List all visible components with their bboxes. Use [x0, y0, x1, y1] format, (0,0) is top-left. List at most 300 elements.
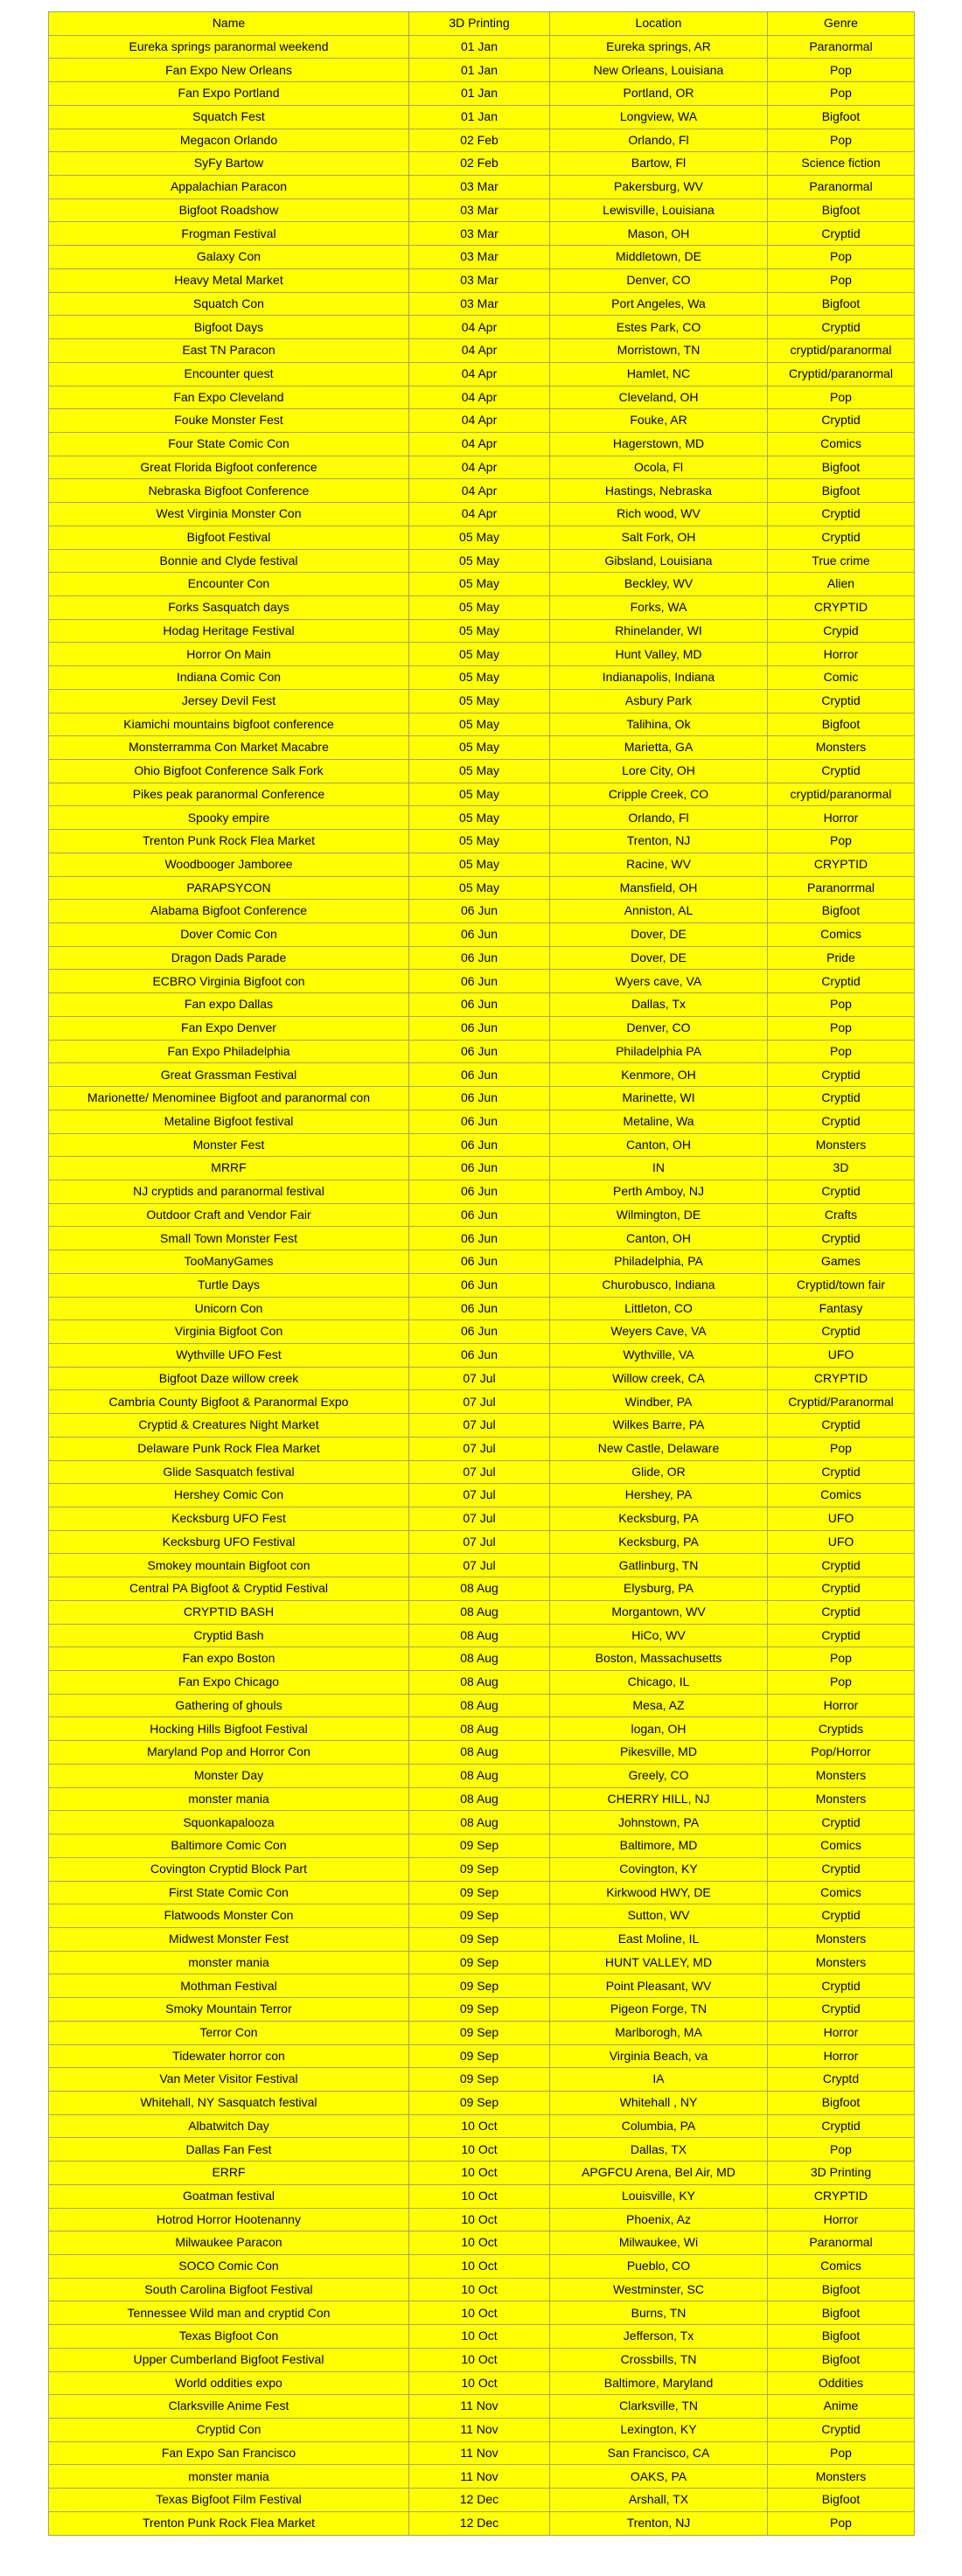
cell-name: Milwaukee Paracon [49, 2231, 409, 2255]
cell-genre: Cryptid [768, 1087, 915, 1110]
cell-location: Denver, CO [550, 268, 768, 292]
cell-genre: Cryptid [768, 1600, 915, 1624]
cell-location: Pakersburg, WV [550, 176, 768, 199]
cell-name: Fan Expo Philadelphia [49, 1040, 409, 1063]
cell-date: 08 Aug [409, 1811, 550, 1835]
table-row [49, 1227, 915, 1250]
column-header-3d-printing: 3D Printing [409, 12, 550, 36]
cell-name: Texas Bigfoot Con [49, 2325, 409, 2349]
cell-location: Dallas, TX [550, 2138, 768, 2162]
cell-date: 09 Sep [409, 1998, 550, 2022]
table-row [49, 993, 915, 1017]
cell-genre: Cryptid [768, 1110, 915, 1133]
cell-location: Forks, WA [550, 595, 768, 619]
cell-date: 07 Jul [409, 1554, 550, 1577]
table-row [49, 1484, 915, 1507]
cell-date: 04 Apr [409, 362, 550, 386]
cell-name: Tennessee Wild man and cryptid Con [49, 2301, 409, 2325]
cell-genre: Pop [768, 2511, 915, 2535]
cell-name: Texas Bigfoot Film Festival [49, 2489, 409, 2512]
table-row [49, 1180, 915, 1203]
header-row [49, 12, 915, 36]
cell-genre: Pop [768, 1016, 915, 1040]
table-row [49, 2278, 915, 2301]
cell-location: Rhinelander, WI [550, 619, 768, 643]
table-row [49, 1787, 915, 1811]
cell-location: Kirkwood HWY, DE [550, 1881, 768, 1904]
cell-genre: Comics [768, 1484, 915, 1507]
cell-date: 10 Oct [409, 2162, 550, 2185]
column-header-genre: Genre [768, 12, 915, 36]
table-row [49, 689, 915, 713]
cell-genre: Monsters [768, 1951, 915, 1974]
cell-location: Columbia, PA [550, 2114, 768, 2138]
cell-date: 02 Feb [409, 152, 550, 176]
cell-date: 01 Jan [409, 35, 550, 59]
cell-genre: Cryptd [768, 2068, 915, 2092]
table-row [49, 1577, 915, 1601]
cell-genre: Horror [768, 1694, 915, 1717]
cell-date: 05 May [409, 526, 550, 549]
cell-location: Westminster, SC [550, 2278, 768, 2301]
cell-genre: Cryptid [768, 1414, 915, 1438]
cell-date: 03 Mar [409, 222, 550, 246]
cell-genre: cryptid/paranormal [768, 783, 915, 806]
cell-date: 01 Jan [409, 59, 550, 82]
cell-location: East Moline, IL [550, 1927, 768, 1951]
table-row [49, 1600, 915, 1624]
cell-location: Gatlinburg, TN [550, 1554, 768, 1577]
cell-date: 05 May [409, 689, 550, 713]
cell-genre: Bigfoot [768, 198, 915, 222]
cell-date: 08 Aug [409, 1694, 550, 1717]
cell-name: Hershey Comic Con [49, 1484, 409, 1507]
cell-date: 03 Mar [409, 176, 550, 199]
cell-genre: Pop [768, 268, 915, 292]
table-row [49, 1647, 915, 1671]
cell-name: Hotrod Horror Hootenanny [49, 2208, 409, 2231]
cell-genre: Comic [768, 666, 915, 690]
cell-name: Great Grassman Festival [49, 1063, 409, 1087]
cell-location: Baltimore, MD [550, 1835, 768, 1858]
cell-genre: Alien [768, 573, 915, 596]
cell-date: 07 Jul [409, 1367, 550, 1390]
cell-date: 05 May [409, 736, 550, 760]
cell-location: Middletown, DE [550, 246, 768, 269]
cell-location: Boston, Massachusetts [550, 1647, 768, 1671]
cell-genre: Cryptid [768, 1460, 915, 1484]
table-row [49, 222, 915, 246]
cell-genre: Cryptid [768, 2114, 915, 2138]
table-row [49, 1157, 915, 1180]
cell-date: 06 Jun [409, 1016, 550, 1040]
cell-name: Encounter quest [49, 362, 409, 386]
cell-genre: Monsters [768, 736, 915, 760]
cell-location: Greely, CO [550, 1764, 768, 1787]
cell-location: Kecksburg, PA [550, 1507, 768, 1531]
cell-name: Megacon Orlando [49, 129, 409, 152]
cell-name: Midwest Monster Fest [49, 1927, 409, 1951]
cell-location: Wythville, VA [550, 1343, 768, 1367]
cell-genre: Pop [768, 830, 915, 853]
table-row [49, 35, 915, 59]
cell-date: 11 Nov [409, 2419, 550, 2442]
table-row [49, 2231, 915, 2255]
table-row [49, 2301, 915, 2325]
cell-date: 08 Aug [409, 1624, 550, 1647]
cell-genre: Cryptid [768, 1624, 915, 1647]
table-row [49, 1974, 915, 1998]
table-row [49, 1063, 915, 1087]
cell-location: Racine, WV [550, 853, 768, 876]
cell-genre: Cryptid [768, 1320, 915, 1344]
table-row [49, 1811, 915, 1835]
cell-date: 05 May [409, 876, 550, 900]
cell-date: 07 Jul [409, 1437, 550, 1460]
cell-name: Virginia Bigfoot Con [49, 1320, 409, 1344]
cell-date: 06 Jun [409, 946, 550, 970]
table-row [49, 2138, 915, 2162]
cell-date: 07 Jul [409, 1484, 550, 1507]
cell-location: logan, OH [550, 1717, 768, 1741]
cell-name: Bonnie and Clyde festival [49, 549, 409, 573]
table-row [49, 176, 915, 199]
cell-date: 10 Oct [409, 2114, 550, 2138]
table-row [49, 2465, 915, 2489]
cell-location: Dallas, Tx [550, 993, 768, 1017]
cell-date: 12 Dec [409, 2489, 550, 2512]
cell-location: Bartow, Fl [550, 152, 768, 176]
cell-genre: Bigfoot [768, 292, 915, 316]
cell-genre: Cryptid [768, 689, 915, 713]
cell-name: Kecksburg UFO Fest [49, 1507, 409, 1531]
cell-name: Whitehall, NY Sasquatch festival [49, 2091, 409, 2114]
cell-genre: Pop [768, 246, 915, 269]
cell-date: 10 Oct [409, 2208, 550, 2231]
cell-name: Dover Comic Con [49, 923, 409, 947]
cell-name: Van Meter Visitor Festival [49, 2068, 409, 2092]
table-row [49, 2348, 915, 2371]
cell-location: Elysburg, PA [550, 1577, 768, 1601]
cell-genre: Crafts [768, 1203, 915, 1227]
cell-name: Trenton Punk Rock Flea Market [49, 2511, 409, 2535]
cell-location: Philadelphia, PA [550, 1250, 768, 1274]
table-row [49, 783, 915, 806]
cell-location: Wilkes Barre, PA [550, 1414, 768, 1438]
cell-date: 11 Nov [409, 2441, 550, 2465]
cell-date: 06 Jun [409, 1087, 550, 1110]
cell-genre: CRYPTID [768, 1367, 915, 1390]
cell-date: 05 May [409, 595, 550, 619]
table-row [49, 2255, 915, 2279]
cell-location: New Castle, Delaware [550, 1437, 768, 1460]
cell-name: Spooky empire [49, 806, 409, 830]
cell-genre: Monsters [768, 1927, 915, 1951]
cell-name: Small Town Monster Fest [49, 1227, 409, 1250]
cell-date: 06 Jun [409, 970, 550, 993]
cell-name: Fan Expo Cleveland [49, 386, 409, 409]
table-row [49, 105, 915, 129]
cell-name: Eureka springs paranormal weekend [49, 35, 409, 59]
cell-date: 08 Aug [409, 1741, 550, 1765]
cell-date: 07 Jul [409, 1390, 550, 1414]
cell-name: Albatwitch Day [49, 2114, 409, 2138]
cell-genre: Games [768, 1250, 915, 1274]
cell-date: 08 Aug [409, 1717, 550, 1741]
cell-name: Central PA Bigfoot & Cryptid Festival [49, 1577, 409, 1601]
cell-name: Monster Fest [49, 1133, 409, 1157]
cell-location: Orlando, Fl [550, 806, 768, 830]
cell-name: Bigfoot Festival [49, 526, 409, 549]
cell-date: 04 Apr [409, 456, 550, 479]
table-row [49, 970, 915, 993]
cell-location: Sutton, WV [550, 1904, 768, 1928]
cell-date: 01 Jan [409, 82, 550, 106]
cell-date: 04 Apr [409, 479, 550, 503]
cell-genre: Pop [768, 82, 915, 106]
cell-genre: Paranormal [768, 176, 915, 199]
cell-date: 07 Jul [409, 1460, 550, 1484]
cell-location: Philadelphia PA [550, 1040, 768, 1063]
cell-location: Ocola, Fl [550, 456, 768, 479]
table-row [49, 1110, 915, 1133]
cell-genre: Cryptid [768, 222, 915, 246]
table-row [49, 595, 915, 619]
cell-name: Wythville UFO Fest [49, 1343, 409, 1367]
cell-name: South Carolina Bigfoot Festival [49, 2278, 409, 2301]
cell-genre: Cryptid/paranormal [768, 362, 915, 386]
cell-date: 04 Apr [409, 503, 550, 526]
table-row [49, 1460, 915, 1484]
cell-location: Longview, WA [550, 105, 768, 129]
cell-location: Crossbills, TN [550, 2348, 768, 2371]
cell-genre: Bigfoot [768, 2489, 915, 2512]
cell-date: 09 Sep [409, 1904, 550, 1928]
cell-location: Lexington, KY [550, 2419, 768, 2442]
table-row [49, 2091, 915, 2114]
cell-location: Weyers Cave, VA [550, 1320, 768, 1344]
cell-genre: Bigfoot [768, 2325, 915, 2349]
table-row [49, 1998, 915, 2022]
page [0, 11, 962, 2576]
cell-name: Four State Comic Con [49, 432, 409, 456]
cell-genre: Bigfoot [768, 2278, 915, 2301]
cell-date: 04 Apr [409, 339, 550, 363]
cell-name: Fan Expo Denver [49, 1016, 409, 1040]
cell-genre: Paranormal [768, 35, 915, 59]
cell-date: 10 Oct [409, 2278, 550, 2301]
table-row [49, 2021, 915, 2044]
cell-name: Alabama Bigfoot Conference [49, 900, 409, 923]
cell-name: West Virginia Monster Con [49, 503, 409, 526]
cell-name: Delaware Punk Rock Flea Market [49, 1437, 409, 1460]
cell-location: Pikesville, MD [550, 1741, 768, 1765]
cell-genre: Monsters [768, 2465, 915, 2489]
cell-genre: Bigfoot [768, 105, 915, 129]
cell-date: 11 Nov [409, 2395, 550, 2419]
table-row [49, 1881, 915, 1904]
table-row [49, 1016, 915, 1040]
cell-location: Metaline, Wa [550, 1110, 768, 1133]
cell-location: Churobusco, Indiana [550, 1273, 768, 1297]
cell-location: Trenton, NJ [550, 830, 768, 853]
cell-name: Fan Expo San Francisco [49, 2441, 409, 2465]
cell-genre: Horror [768, 2044, 915, 2068]
cell-genre: UFO [768, 1343, 915, 1367]
cell-genre: Cryptid [768, 1227, 915, 1250]
cell-name: Glide Sasquatch festival [49, 1460, 409, 1484]
cell-date: 09 Sep [409, 1835, 550, 1858]
cell-genre: Cryptid [768, 1857, 915, 1881]
cell-date: 02 Feb [409, 129, 550, 152]
table-row [49, 1554, 915, 1577]
cell-date: 09 Sep [409, 2068, 550, 2092]
cell-date: 05 May [409, 783, 550, 806]
cell-name: Nebraska Bigfoot Conference [49, 479, 409, 503]
cell-name: ECBRO Virginia Bigfoot con [49, 970, 409, 993]
cell-name: Monster Day [49, 1764, 409, 1787]
cell-location: Morristown, TN [550, 339, 768, 363]
table-row [49, 666, 915, 690]
table-row [49, 2419, 915, 2442]
cell-location: Johnstown, PA [550, 1811, 768, 1835]
table-row [49, 292, 915, 316]
cell-location: Eureka springs, AR [550, 35, 768, 59]
cell-date: 10 Oct [409, 2301, 550, 2325]
cell-genre: Paranormal [768, 2231, 915, 2255]
cell-genre: Monsters [768, 1133, 915, 1157]
table-row [49, 713, 915, 736]
cell-location: Asbury Park [550, 689, 768, 713]
cell-location: Louisville, KY [550, 2184, 768, 2208]
table-row [49, 1414, 915, 1438]
cell-date: 09 Sep [409, 1974, 550, 1998]
table-row [49, 386, 915, 409]
cell-location: Wilmington, DE [550, 1203, 768, 1227]
table-row [49, 1390, 915, 1414]
cell-location: Rich wood, WV [550, 503, 768, 526]
cell-location: HUNT VALLEY, MD [550, 1951, 768, 1974]
cell-name: First State Comic Con [49, 1881, 409, 1904]
cell-date: 06 Jun [409, 1133, 550, 1157]
cell-name: Goatman festival [49, 2184, 409, 2208]
table-row [49, 268, 915, 292]
table-row [49, 316, 915, 339]
cell-date: 08 Aug [409, 1671, 550, 1695]
cell-location: IN [550, 1157, 768, 1180]
cell-location: Anniston, AL [550, 900, 768, 923]
cell-location: Chicago, IL [550, 1671, 768, 1695]
cell-name: Cryptid Bash [49, 1624, 409, 1647]
cell-genre: Pop [768, 2138, 915, 2162]
cell-date: 07 Jul [409, 1414, 550, 1438]
cell-genre: Cryptid [768, 409, 915, 433]
cell-name: Bigfoot Daze willow creek [49, 1367, 409, 1390]
table-row [49, 1087, 915, 1110]
column-header-location: Location [550, 12, 768, 36]
cell-location: Dover, DE [550, 946, 768, 970]
table-row [49, 1904, 915, 1928]
cell-genre: Crypid [768, 619, 915, 643]
table-row [49, 1343, 915, 1367]
cell-name: Fan Expo Chicago [49, 1671, 409, 1695]
cell-location: OAKS, PA [550, 2465, 768, 2489]
cell-name: Terror Con [49, 2021, 409, 2044]
cell-location: Marietta, GA [550, 736, 768, 760]
cell-name: TooManyGames [49, 1250, 409, 1274]
cell-genre: Monsters [768, 1787, 915, 1811]
cell-date: 06 Jun [409, 1227, 550, 1250]
cell-location: Burns, TN [550, 2301, 768, 2325]
cell-genre: Horror [768, 806, 915, 830]
cell-date: 04 Apr [409, 386, 550, 409]
cell-name: Clarksville Anime Fest [49, 2395, 409, 2419]
cell-name: Tidewater horror con [49, 2044, 409, 2068]
table-row [49, 573, 915, 596]
table-row [49, 59, 915, 82]
cell-genre: Cryptid [768, 1577, 915, 1601]
cell-name: monster mania [49, 2465, 409, 2489]
cell-date: 09 Sep [409, 2044, 550, 2068]
cell-genre: CRYPTID [768, 595, 915, 619]
table-row [49, 900, 915, 923]
cell-name: Squatch Fest [49, 105, 409, 129]
cell-location: CHERRY HILL, NJ [550, 1787, 768, 1811]
cell-location: HiCo, WV [550, 1624, 768, 1647]
cell-location: Whitehall , NY [550, 2091, 768, 2114]
table-row [49, 1671, 915, 1695]
cell-location: Perth Amboy, NJ [550, 1180, 768, 1203]
cell-genre: CRYPTID [768, 853, 915, 876]
table-row [49, 946, 915, 970]
cell-name: Metaline Bigfoot festival [49, 1110, 409, 1133]
cell-genre: Comics [768, 1835, 915, 1858]
cell-name: Dragon Dads Parade [49, 946, 409, 970]
table-row [49, 1437, 915, 1460]
cell-location: Mansfield, OH [550, 876, 768, 900]
table-row [49, 1764, 915, 1787]
cell-location: Talihina, Ok [550, 713, 768, 736]
cell-date: 05 May [409, 549, 550, 573]
cell-genre: 3D [768, 1157, 915, 1180]
table-row [49, 2044, 915, 2068]
cell-location: Phoenix, Az [550, 2208, 768, 2231]
cell-name: Gathering of ghouls [49, 1694, 409, 1717]
cell-genre: Anime [768, 2395, 915, 2419]
cell-location: New Orleans, Louisiana [550, 59, 768, 82]
cell-name: Monsterramma Con Market Macabre [49, 736, 409, 760]
table-row [49, 2441, 915, 2465]
table-row [49, 736, 915, 760]
cell-location: San Francisco, CA [550, 2441, 768, 2465]
cell-date: 10 Oct [409, 2184, 550, 2208]
cell-name: Fan expo Dallas [49, 993, 409, 1017]
cell-location: Cripple Creek, CO [550, 783, 768, 806]
cell-name: Galaxy Con [49, 246, 409, 269]
table-row [49, 2068, 915, 2092]
cell-date: 07 Jul [409, 1530, 550, 1554]
cell-location: IA [550, 2068, 768, 2092]
cell-genre: Cryptid [768, 1904, 915, 1928]
cell-genre: Pop/Horror [768, 1741, 915, 1765]
cell-location: Port Angeles, Wa [550, 292, 768, 316]
table-row [49, 2114, 915, 2138]
cell-genre: Cryptid [768, 970, 915, 993]
table-row [49, 2395, 915, 2419]
cell-location: Mason, OH [550, 222, 768, 246]
cell-genre: Comics [768, 1881, 915, 1904]
cell-name: Cambria County Bigfoot & Paranormal Expo [49, 1390, 409, 1414]
